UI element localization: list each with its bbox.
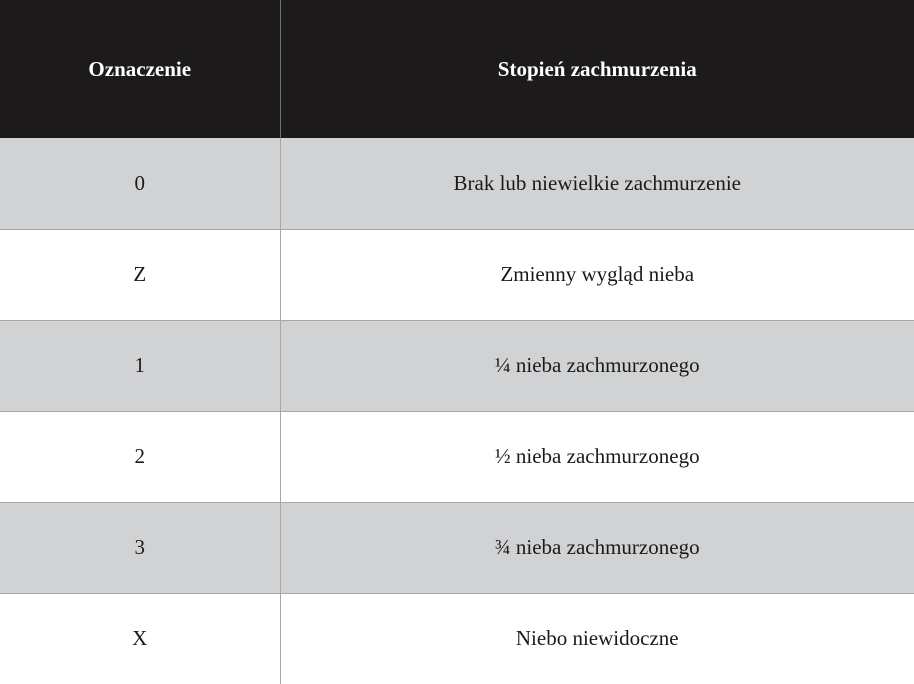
row-code: 2: [0, 411, 280, 502]
table-row: [0, 229, 914, 320]
table-body: [0, 138, 914, 684]
row-description: ½ nieba zachmurzonego: [280, 411, 914, 502]
row-description: ¾ nieba zachmurzonego: [280, 502, 914, 593]
row-description: Niebo niewidoczne: [280, 593, 914, 684]
row-description: Brak lub niewielkie zachmurzenie: [280, 138, 914, 229]
row-description: Zmienny wygląd nieba: [280, 229, 914, 320]
table-row: [0, 138, 914, 229]
header-row: [0, 0, 914, 138]
row-code: 3: [0, 502, 280, 593]
row-code: X: [0, 593, 280, 684]
row-code: Z: [0, 229, 280, 320]
table-row: [0, 320, 914, 411]
header-code: Oznaczenie: [0, 0, 280, 138]
row-code: 1: [0, 320, 280, 411]
row-description: ¼ nieba zachmurzonego: [280, 320, 914, 411]
table-header: [0, 0, 914, 138]
row-code: 0: [0, 138, 280, 229]
table-row: [0, 502, 914, 593]
table-row: [0, 411, 914, 502]
header-description: Stopień zachmurzenia: [280, 0, 914, 138]
table-row: [0, 593, 914, 684]
